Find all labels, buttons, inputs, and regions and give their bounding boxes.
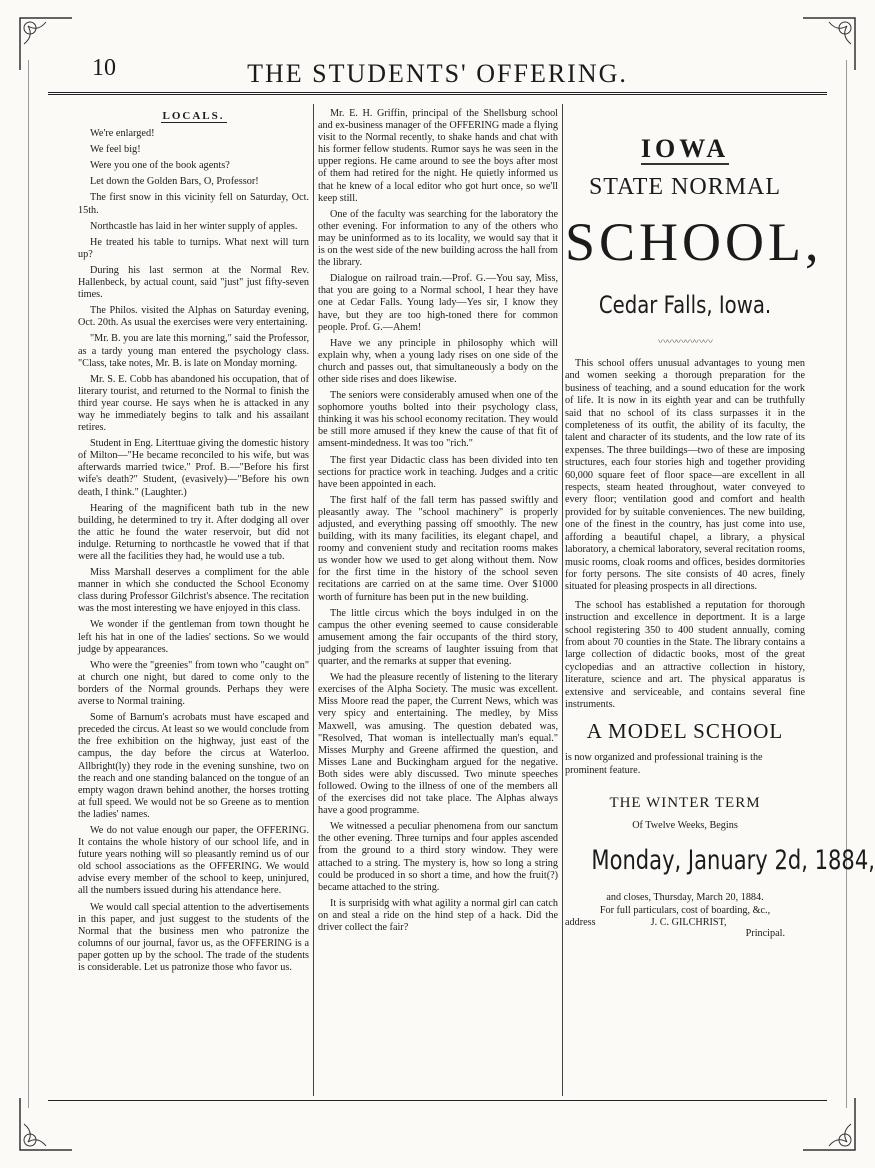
local-item: Student in Eng. Literttuae giving the domestic history of Milton—"He became reconciled to his wife, but was afterwards married twice." Prof. B.—"Before his first wife's death?" Student, (evasively)—"Before his own death, I think." (Laughter.) <box>78 438 309 498</box>
header-rule <box>48 92 827 95</box>
ad-address-line <box>565 917 805 928</box>
ad-model-sub: is now organized and professional training is the prominent feature. <box>565 752 763 776</box>
local-item: We would call special attention to the advertisements in this paper, and just suggest to the students of the Normal that the business men who patronize the columns of our journal, favor us, as the OFFERING is a paper gotten up by the school. The trade of the students is considerable. Let us patronize those who favor us. <box>78 901 309 973</box>
news-item: The first half of the fall term has passed swiftly and pleasantly away. The "school machinery" is properly adjusted, and everything passing off smoothly. The new building, with its many facilities, its elegant chapel, and roomy and convenient study and recitation rooms makes us wonder how we used to get along without them. Now for the first time in the history of the school seven recitations are carried on at the same time. Over $1000 worth of furniture has been put in the new building. <box>318 494 558 603</box>
news-item: We witnessed a peculiar phenomena from our sanctum the other evening. Three turnips and four apples ascended from the ground to a third story window. They were attached to a string. The mystery is, how so long a string could be produced in so short a time, and how the fruit(?) became attached to the string. <box>318 821 558 893</box>
ad-paragraph: The school has established a reputation for thorough instruction and excellence in deportment. It is a large school registering 350 to 400 student annually, coming from about 70 counties in the State. The library contains a large collection of didactic books, most of the great cyclopedias and an attractive collection in history, literature, science and art. The physical apparatus is extensive and serviceable, and contains several fine instruments. <box>565 599 805 710</box>
local-short-line: Let down the Golden Bars, O, Professor! <box>90 176 259 188</box>
local-item: Hearing of the magnificent bath tub in the new building, he determined to try it. After dodging all over the attic he found the water reservoir, but did not indulge. Returning to northcastle he vowed that if that were all the facilities they had, he would use a tub. <box>78 502 309 562</box>
news-item: Have we any principle in philosophy which will explain why, when a young lady rises on one side of the church and passes out, that simultaneously a body on the other side rises and does likewise. <box>318 337 558 385</box>
ad-address-label: address <box>565 917 596 929</box>
local-item: Who were the "greenies" from town who "caught on" at church one night, but dared to come only to the borders of the Normal grounds. Perhaps they were averse to Normal training. <box>78 659 309 708</box>
ad-model-school: A MODEL SCHOOL <box>586 719 784 744</box>
corner-ornament-bottom-left <box>16 1094 76 1154</box>
ad-iowa-heading: IOWA <box>640 134 730 163</box>
school-advertisement <box>565 108 875 940</box>
page-number: 10 <box>92 55 116 81</box>
locals-column <box>78 108 309 978</box>
news-item: The seniors were considerably amused when one of the sophomore youths bolted into their psychology class, thinking it was his school economy recitation. They would be still more amused if they knew the cause of that fit of amsent-mindedness. It was too "rich." <box>318 390 558 450</box>
news-item: It is surprisidg with what agility a normal girl can catch on and steal a ride on the hind step of a hack. Did the driver collect the fair? <box>318 897 558 933</box>
page-header <box>48 55 827 91</box>
ad-gilchrist: J. C. GILCHRIST, <box>650 917 727 929</box>
ornament-divider: 〰〰〰〰〰〰 <box>658 337 712 348</box>
ad-city: Cedar Falls, Iowa. <box>598 291 772 319</box>
footer-rule <box>48 1100 827 1101</box>
local-item: We wonder if the gentleman from town thought he left his hat in one of the ladies' sections. So we would judge by appearances. <box>78 619 309 655</box>
local-short-line: We're enlarged! <box>90 128 155 140</box>
local-item: He treated his table to turnips. What next will turn up? <box>78 236 309 260</box>
local-item: Northcastle has laid in her winter supply of apples. <box>90 220 298 232</box>
local-short-line: Were you one of the book agents? <box>90 160 230 172</box>
page-title: THE STUDENTS' OFFERING. <box>247 59 628 88</box>
local-item: Mr. S. E. Cobb has abandoned his occupation, that of literary tourist, and returned to the Normal to finish the third year course. He says when he is attacked in any way he immediately begins to talk and his assailant retires. <box>78 373 309 434</box>
left-border <box>28 60 29 1108</box>
ad-principal: Principal. <box>745 928 785 940</box>
ad-state-normal: STATE NORMAL <box>588 174 782 200</box>
local-item: Miss Marshall deserves a compliment for the able manner in which she conducted the School Economy class during Professor Gilchrist's absence. The recitation was the most interesting we have enjoyed in this class. <box>78 567 309 615</box>
local-item: The Philos. visited the Alphas on Saturday evening, Oct. 20th. As usual the exercises were very entertaining. <box>78 305 309 329</box>
column-divider-2 <box>562 104 563 1096</box>
local-item: We do not value enough our paper, the OFFERING. It contains the whole history of our school life, and in future years nothing will so pleasantly remind us of our old school associations as the OFFERING. We would advise every member of the school to keep, uninjured, all the numbers issued during his attendance here. <box>78 824 309 897</box>
column-divider-1 <box>313 104 314 1096</box>
news-item: Mr. E. H. Griffin, principal of the Shellsburg school and ex-business manager of the OFFERING made a flying visit to the Normal recently, to shake hands and chat with his former fellow students. Rumor says he was seen in the upper regions. He came around to see the boys after most of them had retired for the night. He quietly informed us that he knew of a local editor who got hurt once, so we'll keep still. <box>318 108 558 204</box>
corner-ornament-bottom-right <box>799 1094 859 1154</box>
local-item: During his last sermon at the Normal Rev. Hallenbeck, by actual count, said "just" just fifty-seven times. <box>78 264 309 301</box>
local-item: "Mr. B. you are late this morning," said the Professor, as a tardy young man entered the psychology class. "Class, take notes, Mr. B. is late on Monday morning. <box>78 333 309 369</box>
local-item: The first snow in this vicinity fell on Saturday, Oct. 15th. <box>78 192 309 216</box>
news-item: We had the pleasure recently of listening to the literary exercises of the Alpha Society. The music was excellent. Miss Moore read the paper, the Current News, which was very spicy and entertaining. The medley, by Miss Maxwell, was amusing. The question debated was, "Resolved, That woman is intellectually man's equal." Misses Murphy and Greene affirmed the question, and Misses Lane and Buckingham argued for the negative. Both sides were ably discussed. Two minute speeches followed. Owing to the illness of one of the members all of the exercises did not take place. The Alphas always have a good programme. <box>318 672 558 817</box>
news-item: Dialogue on railroad train.—Prof. G.—You say, Miss, that you are going to a Normal school, I hear they have one at Cedar Falls. Young lady—Yes sir, I know they have, but they are too high-toned there for common people. Prof. G.—Ahem! <box>318 273 558 333</box>
locals-short-lines <box>78 128 309 188</box>
right-border <box>846 60 847 1108</box>
news-item: The first year Didactic class has been divided into ten sections for practice work in teaching. Judges and a critic have been appointed in each. <box>318 454 558 490</box>
ad-closes: and closes, Thursday, March 20, 1884. <box>606 892 764 904</box>
news-column <box>318 108 558 938</box>
news-item: One of the faculty was searching for the laboratory the other evening. For information to any of the others who may be uninformed as to its locality, we would say that it is on the west side of the new building across the hall from the library. <box>318 208 558 269</box>
ad-start-date: Monday, January 2d, 1884, <box>591 845 875 877</box>
ad-full-particulars: For full particulars, cost of boarding, &c., <box>599 905 771 917</box>
ad-weeks: Of Twelve Weeks, Begins <box>632 820 738 832</box>
ad-winter-term: THE WINTER TERM <box>609 795 761 812</box>
ad-school: SCHOOL, <box>565 212 823 272</box>
ad-paragraph: This school offers unusual advantages to young men and women seeking a thorough preparation for the business of teaching, and a sound education for the work of life. It is now in its eighth year and can be truthfully said that no school of its class surpasses it in the completeness of its outfit, the ability of its faculty, the talent and character of its students, and the low rate of its expenses. The three buildings—two of these are imposing structures, each four stories high and together providing 60,000 square feet of floor space—are excellent in all respects, steam heated throughout, water conveyed to every floor; ventilation good and comfort and health provided for by suitable conveniences. The new building, one of the finest in the country, has just come into use, affording a beautiful chapel, a library, a physical laboratory, a chemical laboratory, several recitation rooms, music rooms, cloak rooms and offices, besides dormitories for forty persons. The site consists of 40 acres, finely situated for pleasing prospects in all directions. <box>565 358 805 593</box>
local-item: Some of Barnum's acrobats must have escaped and preceded the circus. At least so we would conclude from the free exhibition on the highway, just east of the campus, the day before the circus at Waterloo. Allbright(ly) they rode in the evening sunshine, two on the reach and one standing balanced on the tongue of an empty wagon drawn behind another, the horses trotting at full speed. We would not be so Greene as to mention the ladies' names. <box>78 712 309 820</box>
news-item: The little circus which the boys indulged in on the campus the other evening seemed to cause considerable amusement among the fair occupants of the third story, judging from the screams of laughter issuing from that quarter, and the remarks at supper that evening. <box>318 607 558 668</box>
ad-body <box>565 358 805 711</box>
local-short-line: We feel big! <box>90 144 141 156</box>
locals-heading: LOCALS. <box>162 110 225 122</box>
